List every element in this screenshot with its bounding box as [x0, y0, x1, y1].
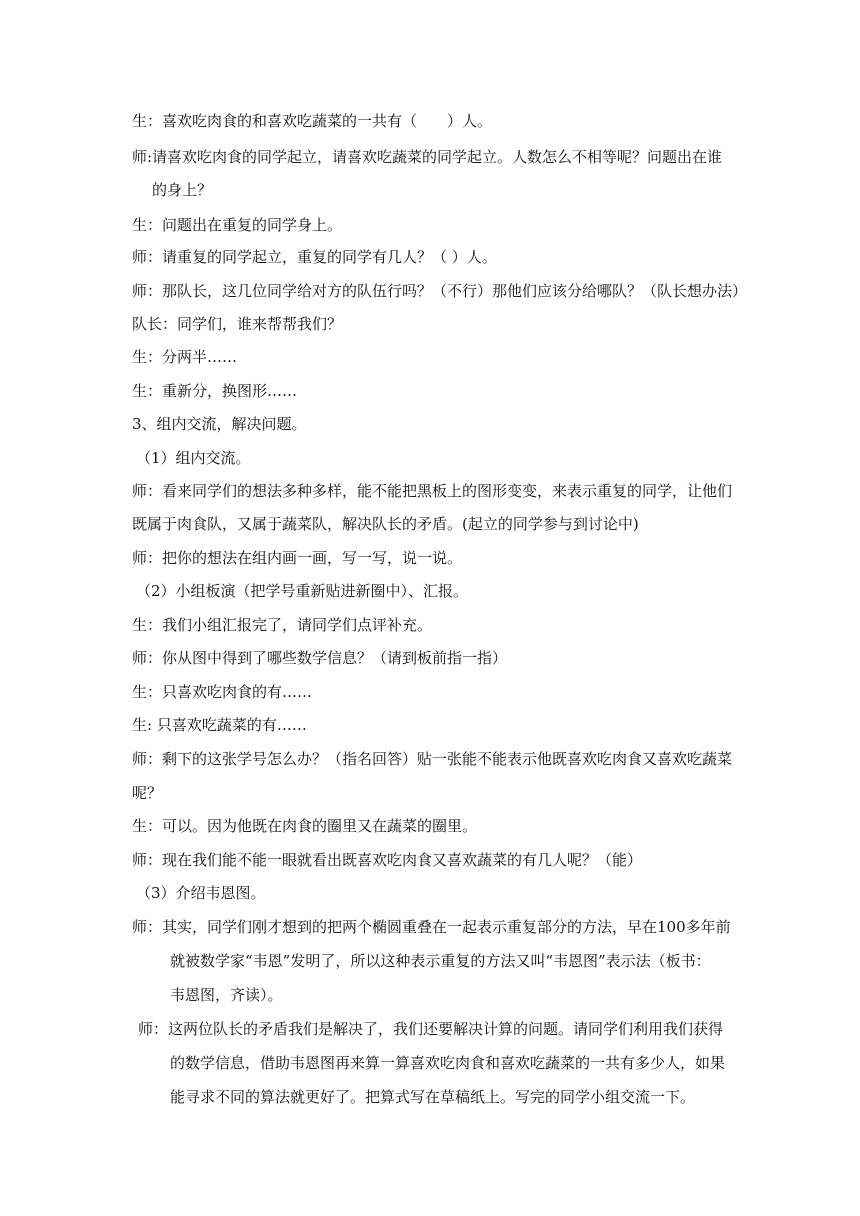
- text-line: 生：我们小组汇报完了，请同学们点评补充。: [132, 616, 433, 634]
- text-line: 师:请喜欢吃肉食的同学起立，请喜欢吃蔬菜的同学起立。人数怎么不相等呢？问题出在谁: [132, 148, 723, 166]
- text-line: 队长：同学们，谁来帮帮我们？: [132, 315, 343, 333]
- text-line: 能寻求不同的算法就更好了。把算式写在草稿纸上。写完的同学小组交流一下。: [170, 1088, 696, 1106]
- text-line: 生: 只喜欢吃蔬菜的有……: [132, 716, 307, 734]
- text-line: 的数学信息，借助韦恩图再来算一算喜欢吃肉食和喜欢吃蔬菜的一共有多少人，如果: [170, 1054, 726, 1072]
- text-line: 生：重新分，换图形……: [132, 382, 298, 400]
- text-line: 韦恩图，齐读）。: [170, 986, 283, 1004]
- section-heading: 3、组内交流，解决问题。: [132, 415, 307, 433]
- text-line: 生：分两半……: [132, 348, 238, 366]
- text-line: 师：其实，同学们刚才想到的把两个椭圆重叠在一起表示重复部分的方法，早在100多年前: [132, 918, 731, 936]
- subsection-heading: （2）小组板演（把学号重新贴进新圈中）、汇报。: [136, 582, 469, 600]
- text-line: 师：现在我们能不能一眼就看出既喜欢吃肉食又喜欢蔬菜的有几人呢？（能）: [132, 851, 643, 869]
- text-line: 师：你从图中得到了哪些数学信息？（请到板前指一指）: [132, 649, 508, 667]
- text-line: 生：问题出在重复的同学身上。: [132, 216, 343, 234]
- text-line: 师：剩下的这张学号怎么办？（指名回答）贴一张能不能表示他既喜欢吃肉食又喜欢吃蔬菜: [132, 750, 733, 768]
- text-line: 师：这两位队长的矛盾我们是解决了，我们还要解决计算的问题。请同学们利用我们获得: [138, 1020, 724, 1038]
- text-line: 的身上？: [152, 181, 213, 199]
- text-line: 生：只喜欢吃肉食的有……: [132, 683, 313, 701]
- text-line: 生：喜欢吃肉食的和喜欢吃蔬菜的一共有（ ）人。: [132, 112, 493, 130]
- text-line: 师：那队长，这几位同学给对方的队伍行吗？（不行）那他们应该分给哪队？（队长想办法）: [132, 282, 748, 300]
- text-line: 呢？: [132, 784, 163, 802]
- subsection-heading: （3）介绍韦恩图。: [136, 884, 266, 902]
- subsection-heading: （1）组内交流。: [136, 449, 251, 467]
- text-line: 生：可以。因为他既在肉食的圈里又在蔬菜的圈里。: [132, 817, 478, 835]
- text-line: 既属于肉食队，又属于蔬菜队，解决队长的矛盾。(起立的同学参与到讨论中): [132, 515, 639, 533]
- text-line: 师：看来同学们的想法多种多样，能不能把黑板上的图形变变，来表示重复的同学，让他们: [132, 482, 733, 500]
- text-line: 师：把你的想法在组内画一画，写一写，说一说。: [132, 549, 463, 567]
- text-line: 师：请重复的同学起立，重复的同学有几人？（ ）人。: [132, 248, 497, 266]
- text-line: 就被数学家“韦恩”发明了，所以这种表示重复的方法又叫“韦恩图”表示法（板书：: [170, 952, 711, 970]
